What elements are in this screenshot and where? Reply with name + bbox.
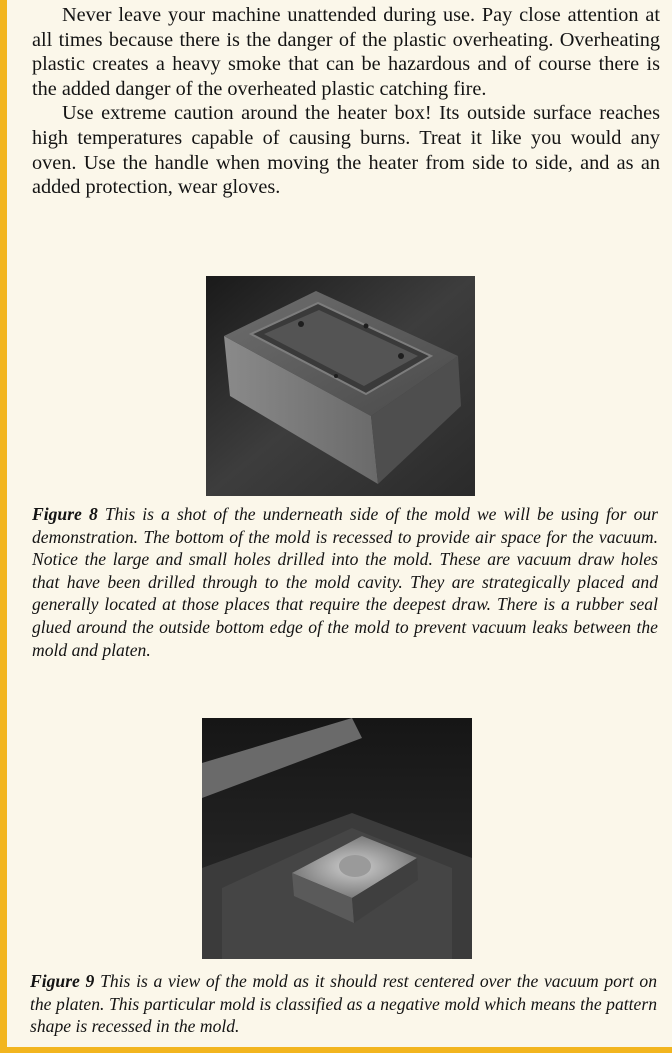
figure-8-label: Figure 8 [32,504,98,524]
figure-9-photo [202,718,472,959]
paragraph-heater-caution: Use extreme caution around the heater box! Its outside surface reaches high temperatures capable of causing burns. Treat it like you would any oven. Use the handle when moving the heater from side to side, and as an added protection, wear gloves. [32,102,660,199]
page-bottom-accent [0,1047,672,1053]
figure-8-caption [32,503,658,661]
mold-on-platen-image [202,718,472,959]
figure-9-caption [30,970,657,1038]
figure-8-caption-text: This is a shot of the underneath side of the mold we will be using for our demonstration. The bottom of the mold is recessed to provide air space for the vacuum. Notice the large and small holes drilled into the mold. These are vacuum draw holes that have been drilled through to the mold cavity. They are strategically placed and generally located at those places that require the deepest draw. There is a rubber seal glued around the outside bottom edge of the mold to prevent vacuum leaks between the mold and platen. [32,504,659,660]
paragraph-safety-unattended: Never leave your machine unattended during use. Pay close attention at all times because there is the danger of the plastic overheating. Overheating plastic creates a heavy smoke that can be hazardous and of course there is the added danger of the overheated plastic catching fire. [32,4,660,100]
page-text [32,3,660,200]
figure-9-label: Figure 9 [30,971,95,991]
figure-8-photo [206,276,475,496]
page-edge-accent [0,0,7,1053]
figure-9-caption-text: This is a view of the mold as it should rest centered over the vacuum port on the platen. This particular mold is classified as a negative mold which means the pattern shape is recessed in the mold. [30,971,657,1037]
mold-underside-image [206,276,475,496]
